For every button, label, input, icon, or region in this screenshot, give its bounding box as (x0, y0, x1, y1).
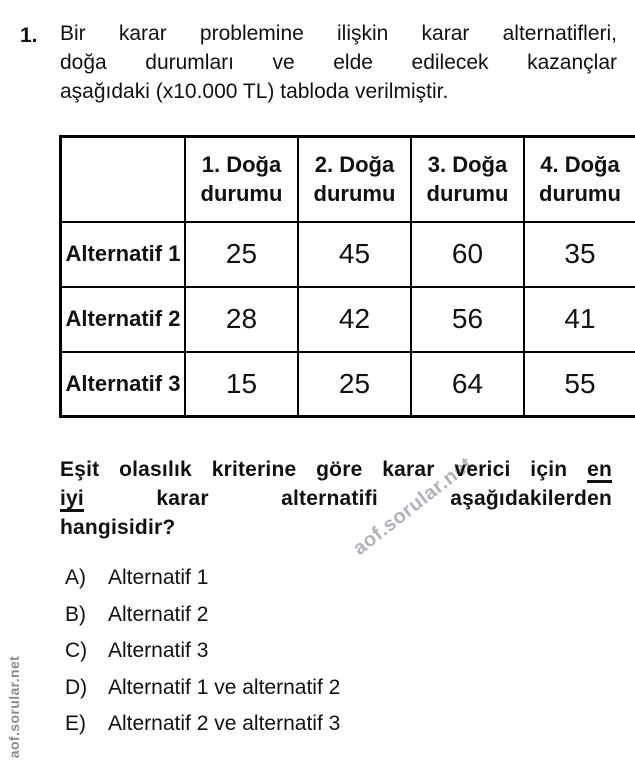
option-e (65, 711, 340, 737)
prompt-line-1-text: Eşit olasılık kriterine göre karar verici için (60, 458, 568, 481)
payoff-cell: 28 (185, 287, 298, 352)
prompt-underline-iyi: iyi (60, 487, 84, 510)
watermark-diagonal: aof.sorular.net (348, 452, 477, 560)
intro-line-1: Bir karar problemine ilişkin karar alternatifleri, (60, 22, 617, 45)
intro-line-2: doğa durumları ve elde edilecek kazançlar (60, 51, 617, 74)
payoff-cell: 15 (185, 352, 298, 417)
question-number: 1. (20, 24, 38, 47)
option-letter: C) (65, 639, 88, 662)
table-row (61, 352, 635, 417)
option-letter: A) (65, 566, 86, 589)
col-header-1: 1. Doğa durumu (185, 137, 298, 222)
payoff-cell: 42 (298, 287, 411, 352)
row-header-alternatif-3: Alternatif 3 (61, 352, 186, 417)
option-c (65, 638, 340, 664)
col-header-3: 3. Doğa durumu (411, 137, 524, 222)
payoff-cell: 25 (298, 352, 411, 417)
prompt-underline-en: en (587, 458, 612, 481)
option-text: Alternatif 2 ve alternatif 3 (108, 712, 341, 735)
option-text: Alternatif 3 (108, 639, 209, 662)
question-intro (60, 19, 617, 106)
prompt-line-3: hangisidir? (60, 516, 176, 539)
intro-line-3: aşağıdaki (x10.000 TL) tabloda verilmiştir. (60, 80, 449, 103)
payoff-cell: 55 (524, 352, 635, 417)
question-prompt (60, 455, 612, 542)
table-header-row (61, 137, 635, 222)
payoff-cell: 25 (185, 222, 298, 287)
option-d (65, 675, 340, 701)
payoff-cell: 45 (298, 222, 411, 287)
table-row (61, 287, 635, 352)
option-text: Alternatif 1 ve alternatif 2 (108, 675, 341, 699)
option-letter: E) (65, 712, 86, 735)
corner-cell (61, 137, 186, 222)
row-header-alternatif-1: Alternatif 1 (61, 222, 186, 287)
option-a (65, 565, 340, 591)
payoff-cell: 41 (524, 287, 635, 352)
options-list (65, 565, 340, 737)
prompt-line-2-text: karar alternatifi aşağıdakilerden (156, 487, 612, 510)
col-header-2: 2. Doğa durumu (298, 137, 411, 222)
option-letter: D) (65, 675, 88, 699)
row-header-alternatif-2: Alternatif 2 (61, 287, 186, 352)
payoff-cell: 64 (411, 352, 524, 417)
col-header-4: 4. Doğa durumu (524, 137, 635, 222)
payoff-cell: 60 (411, 222, 524, 287)
watermark-vertical: aof.sorular.net (6, 655, 22, 759)
table-row (61, 222, 635, 287)
option-text: Alternatif 2 (108, 602, 209, 626)
option-text: Alternatif 1 (108, 566, 209, 589)
payoff-cell: 35 (524, 222, 635, 287)
prompt-line-1 (60, 455, 612, 484)
payoff-cell: 56 (411, 287, 524, 352)
payoff-table (59, 135, 635, 418)
option-b (65, 602, 340, 628)
option-letter: B) (65, 602, 86, 626)
prompt-line-2 (60, 484, 612, 513)
